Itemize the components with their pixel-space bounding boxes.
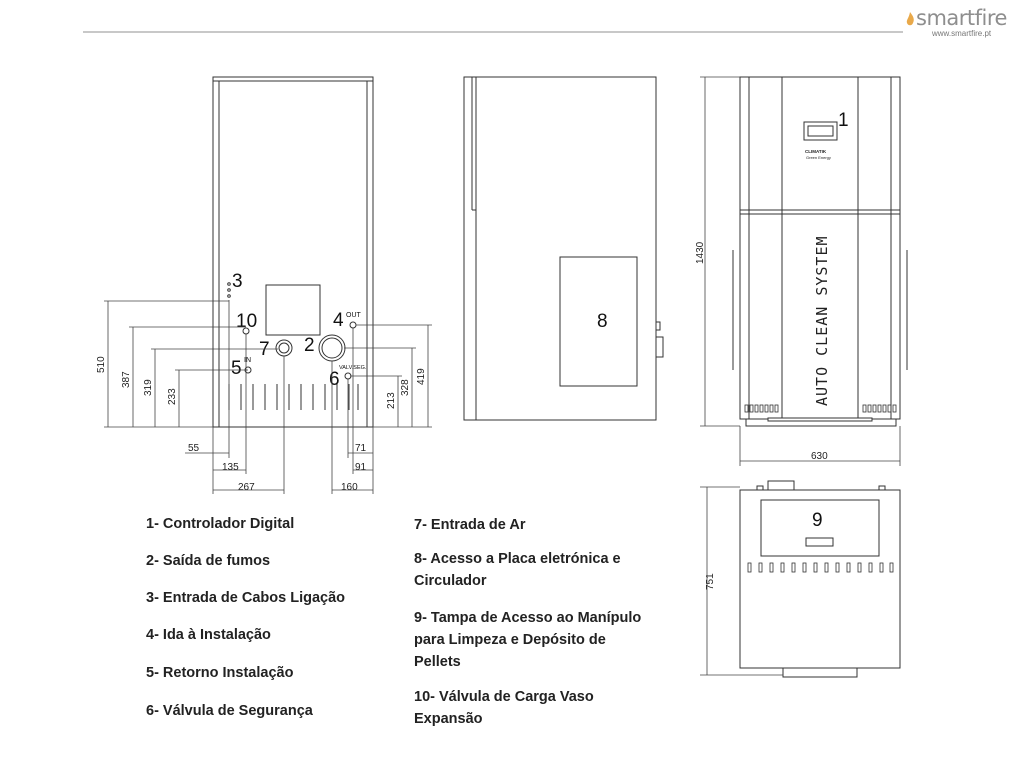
dim-510: 510	[96, 356, 107, 373]
dim-630: 630	[811, 451, 828, 462]
legend-item-4: 4- Ida à Instalação	[146, 627, 271, 643]
dim-1430: 1430	[695, 241, 706, 264]
legend-item-9-line-1: 9- Tampa de Acesso ao Manípulo	[414, 610, 642, 626]
side-view	[464, 77, 663, 420]
callout-9: 9	[812, 510, 823, 531]
legend-item-2: 2- Saída de fumos	[146, 553, 271, 569]
dim-135: 135	[222, 462, 239, 473]
brand-url: www.smartfire.pt	[932, 29, 992, 38]
brand-name: smartfire	[916, 6, 1007, 30]
callout-7: 7	[259, 339, 270, 360]
dim-55: 55	[188, 443, 200, 454]
badge-line-2: Green Energy	[806, 155, 831, 160]
label-out: OUT	[346, 312, 361, 319]
auto-clean-label: AUTO CLEAN SYSTEM	[813, 235, 831, 406]
callout-8: 8	[597, 311, 608, 332]
legend-item-3: 3- Entrada de Cabos Ligação	[146, 590, 346, 606]
legend-item-9-line-2: para Limpeza e Depósito de	[414, 632, 606, 648]
legend-item-9-line-3: Pellets	[414, 654, 461, 670]
badge-line-1: CLIMATIK	[805, 149, 827, 154]
label-in: IN	[244, 357, 251, 364]
legend-item-7: 7- Entrada de Ar	[414, 517, 526, 533]
dim-751: 751	[705, 573, 716, 590]
callout-1: 1	[838, 110, 849, 131]
dim-160: 160	[341, 482, 358, 493]
dim-328: 328	[400, 379, 411, 396]
legend-item-6: 6- Válvula de Segurança	[146, 703, 313, 719]
legend-item-10-line-1: 10- Válvula de Carga Vaso	[414, 689, 594, 705]
callout-2: 2	[304, 335, 315, 356]
callout-6: 6	[329, 369, 340, 390]
label-valv-seg: VALV.SEG.	[339, 365, 367, 371]
legend-item-5: 5- Retorno Instalação	[146, 665, 294, 681]
dim-233: 233	[167, 388, 178, 405]
dim-91: 91	[355, 462, 367, 473]
legend-item-10-line-2: Expansão	[414, 711, 483, 727]
legend-item-8-line-2: Circulador	[414, 573, 487, 589]
dim-419: 419	[416, 368, 427, 385]
callout-5: 5	[231, 358, 242, 379]
dim-387: 387	[121, 371, 132, 388]
callout-10: 10	[236, 311, 258, 332]
dim-213: 213	[386, 392, 397, 409]
dim-319: 319	[143, 379, 154, 396]
dim-267: 267	[238, 482, 255, 493]
callout-3: 3	[232, 271, 243, 292]
callout-4: 4	[333, 310, 344, 331]
dim-71: 71	[355, 443, 367, 454]
legend-item-8-line-1: 8- Acesso a Placa eletrónica e	[414, 551, 621, 567]
legend-item-1: 1- Controlador Digital	[146, 516, 295, 532]
